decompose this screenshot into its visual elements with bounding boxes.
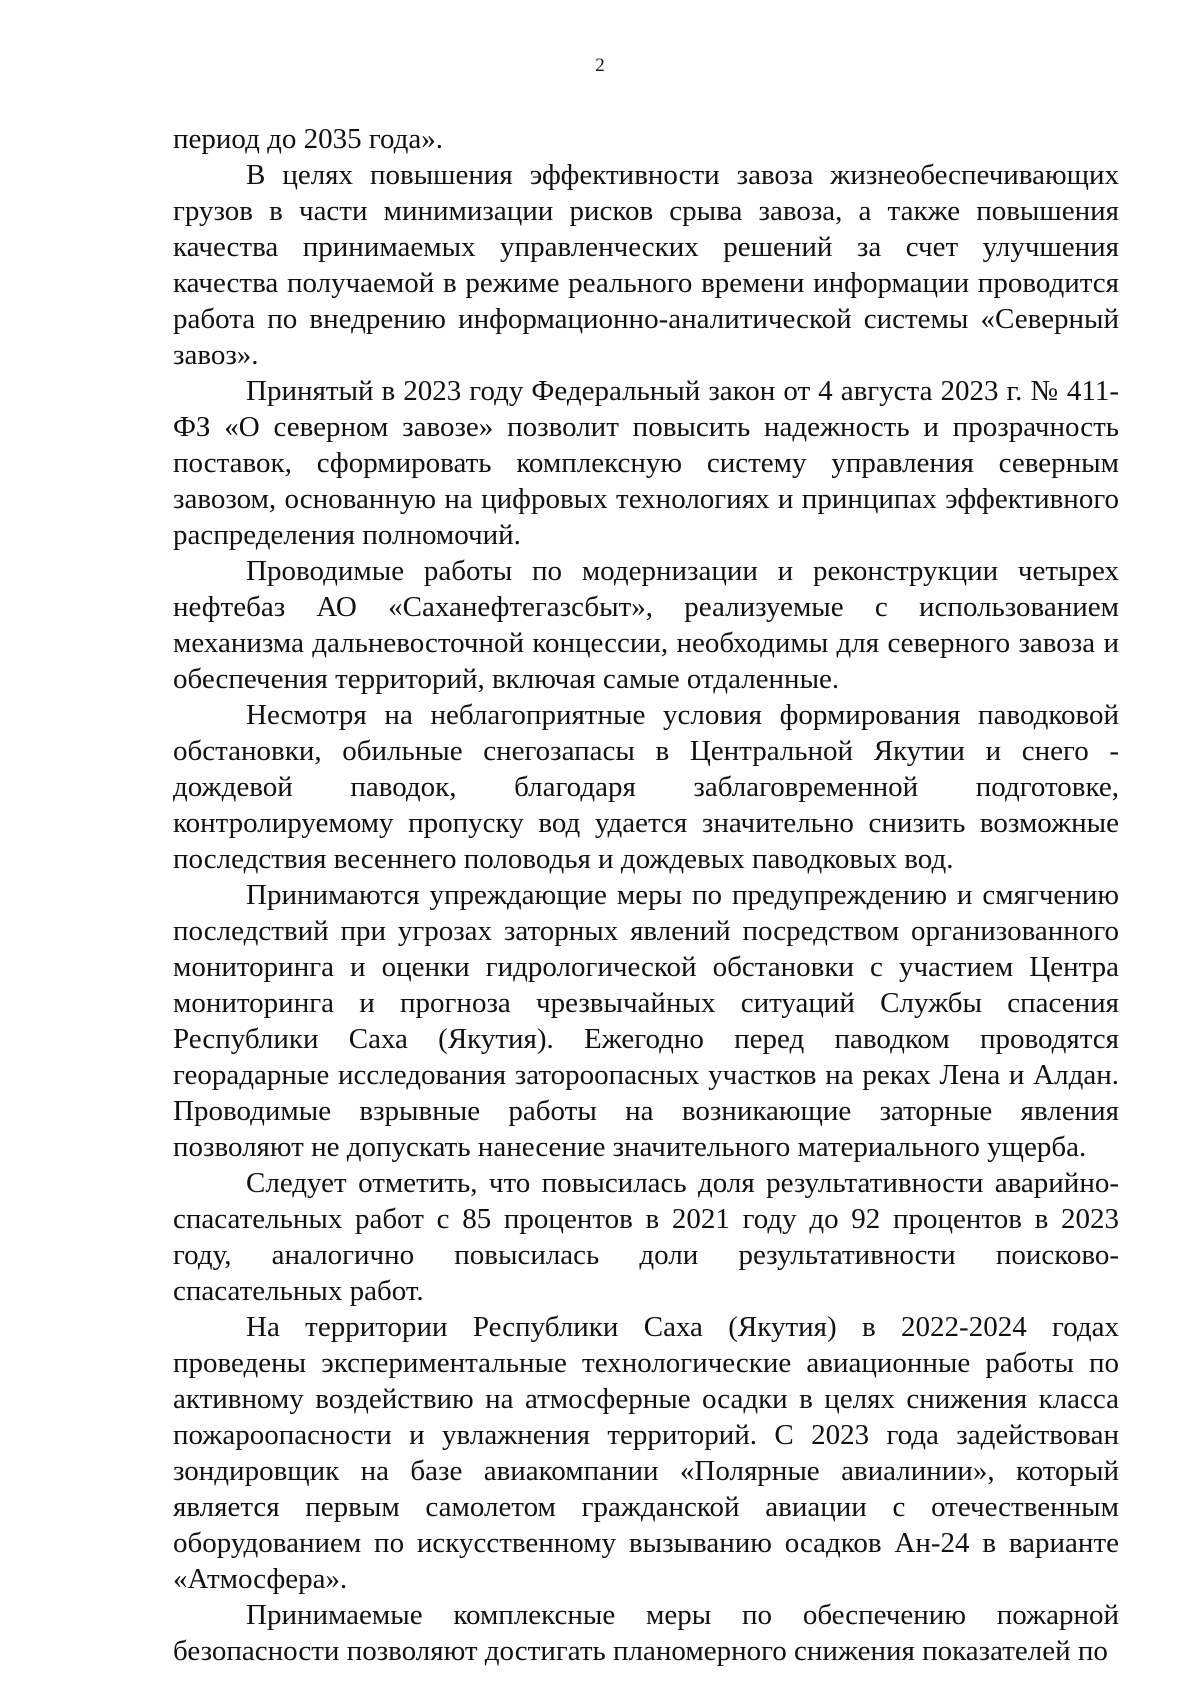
paragraph: На территории Республики Саха (Якутия) в 2022-2024 годах проведены экспериментальные технологические авиационные работы по активному воздействию на атмосферные осадки в целях снижения класса пожароопасности и увлажнения территорий. С 2023 года задействован зондировщик на базе авиакомпании «Полярные авиалинии», который является первым самолетом гражданской авиации с отечественным оборудованием по искусственному вызыванию осадков Ан-24 в варианте «Атмосфера». [173, 1311, 1119, 1595]
paragraph: Проводимые работы по модернизации и реконструкции четырех нефтебаз АО «Саханефтегазсбыт», реализуемые с использованием механизма дальневосточной концессии, необходимы для северного завоза и обеспечения территорий, включая самые отдаленные. [173, 555, 1119, 695]
paragraph: Следует отметить, что повысилась доля результативности аварийно-спасательных работ с 85 процентов в 2021 году до 92 процентов в 2023 году, аналогично повысилась доли результативности поисково-спасательных работ. [173, 1167, 1119, 1307]
paragraph: Принимаются упреждающие меры по предупреждению и смягчению последствий при угрозах заторных явлений посредством организованного мониторинга и оценки гидрологической обстановки с участием Центра мониторинга и прогноза чрезвычайных ситуаций Службы спасения Республики Саха (Якутия). Ежегодно перед паводком проводятся георадарные исследования затороопасных участков на реках Лена и Алдан. Проводимые взрывные работы на возникающие заторные явления позволяют не допускать нанесение значительного материального ущерба. [173, 879, 1119, 1163]
paragraph: В целях повышения эффективности завоза жизнеобеспечивающих грузов в части минимизации рисков срыва завоза, а также повышения качества принимаемых управленческих решений за счет улучшения качества получаемой в режиме реального времени информации проводится работа по внедрению информационно-аналитической системы «Северный завоз». [173, 159, 1119, 371]
paragraph: период до 2035 года». [173, 123, 444, 155]
paragraph: Принимаемые комплексные меры по обеспечению пожарной безопасности позволяют достигать планомерного снижения показателей по [173, 1599, 1119, 1667]
paragraph: Несмотря на неблагоприятные условия формирования паводковой обстановки, обильные снегозапасы в Центральной Якутии и снего - дождевой паводок, благодаря заблаговременной подготовке, контролируемому пропуску вод удается значительно снизить возможные последствия весеннего половодья и дождевых паводковых вод. [173, 699, 1119, 875]
document-body [173, 121, 1119, 1669]
paragraph: Принятый в 2023 году Федеральный закон от 4 августа 2023 г. № 411-ФЗ «О северном завозе» позволит повысить надежность и прозрачность поставок, сформировать комплексную систему управления северным завозом, основанную на цифровых технологиях и принципах эффективного распределения полномочий. [173, 375, 1119, 551]
page-number: 2 [595, 55, 605, 76]
